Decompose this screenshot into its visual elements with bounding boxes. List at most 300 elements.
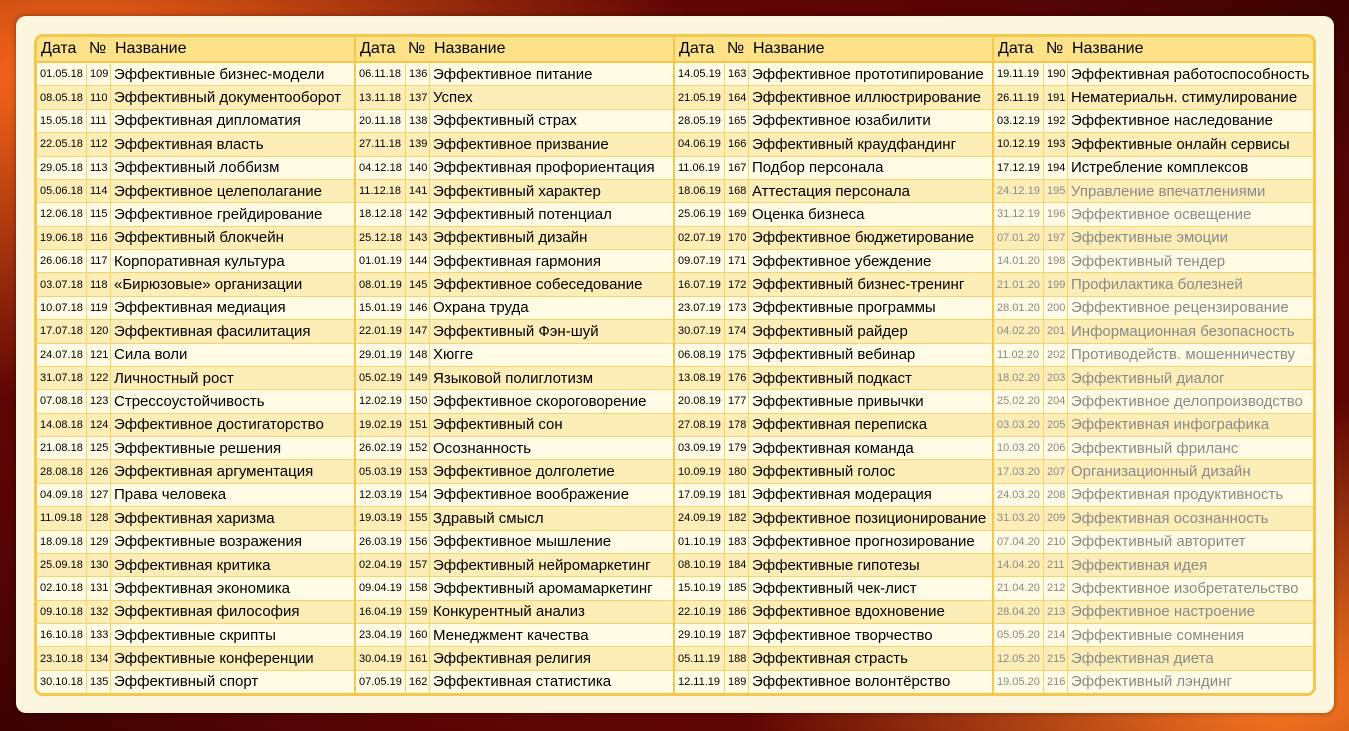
row-date: 13.11.18 [356,86,406,108]
row-number: 178 [725,414,749,436]
row-title: Эффективный авторитет [1071,533,1246,551]
row-date: 20.11.18 [356,110,406,132]
table-row [37,227,354,250]
row-date: 28.04.20 [994,601,1044,623]
row-number: 195 [1044,180,1068,202]
row-title: Эффективная критика [114,556,271,574]
row-number: 121 [87,344,111,366]
row-date: 07.04.20 [994,531,1044,553]
row-title: Эффективное целеполагание [114,182,322,200]
table-row [675,577,992,600]
row-number: 210 [1044,531,1068,553]
row-title: Успех [433,89,473,107]
table-row [675,601,992,624]
table-row [37,367,354,390]
row-date: 19.06.18 [37,227,87,249]
row-number: 140 [406,157,430,179]
row-date: 26.03.19 [356,531,406,553]
table-row [994,554,1313,577]
row-title: Эффективная аргументация [114,463,314,481]
row-date: 15.10.19 [675,577,725,599]
row-title: Эффективные возражения [114,533,303,551]
row-title: Эффективный лоббизм [114,159,280,177]
row-date: 19.03.19 [356,507,406,529]
row-date: 17.03.20 [994,460,1044,482]
row-number: 166 [725,133,749,155]
row-date: 16.04.19 [356,601,406,623]
table-row [356,180,673,203]
row-number: 185 [725,577,749,599]
row-title: Эффективное юзабилити [752,112,931,130]
table-row [994,601,1313,624]
table-row [356,157,673,180]
row-date: 03.03.20 [994,414,1044,436]
header-name: Название [434,40,506,57]
row-title: Управление впечатлениями [1071,182,1266,200]
table-row [994,250,1313,273]
row-number: 133 [87,624,111,646]
header-number: № [89,40,107,57]
schedule-column-2 [356,37,675,693]
table-row [356,110,673,133]
row-number: 212 [1044,577,1068,599]
row-date: 05.03.19 [356,460,406,482]
row-date: 14.08.18 [37,414,87,436]
row-title: Оценка бизнеса [752,205,865,223]
row-title: Эффективный чек-лист [752,579,917,597]
table-row [675,437,992,460]
rows [994,63,1313,693]
row-date: 31.12.19 [994,203,1044,225]
row-title: Эффективная переписка [752,416,928,434]
row-date: 03.07.18 [37,273,87,295]
row-number: 184 [725,554,749,576]
row-number: 115 [87,203,111,225]
table-row [675,320,992,343]
table-row [675,227,992,250]
row-date: 05.05.20 [994,624,1044,646]
row-date: 24.12.19 [994,180,1044,202]
row-title: Эффективная работоспособность [1071,65,1310,83]
row-date: 07.05.19 [356,671,406,693]
table-row [675,671,992,693]
row-date: 14.01.20 [994,250,1044,272]
row-date: 26.06.18 [37,250,87,272]
header-name: Название [1072,40,1144,57]
row-title: Эффективный Фэн-шуй [433,322,599,340]
row-date: 08.01.19 [356,273,406,295]
table-row [675,203,992,226]
table-row [37,507,354,530]
row-title: Эффективные гипотезы [752,556,920,574]
row-date: 19.11.19 [994,63,1044,85]
row-title: Эффективное питание [433,65,593,83]
row-number: 137 [406,86,430,108]
row-date: 09.10.18 [37,601,87,623]
row-date: 15.05.18 [37,110,87,132]
row-title: Эффективная харизма [114,509,275,527]
row-number: 190 [1044,63,1068,85]
row-number: 163 [725,63,749,85]
row-number: 196 [1044,203,1068,225]
row-title: Эффективный характер [433,182,601,200]
row-number: 165 [725,110,749,132]
row-number: 204 [1044,390,1068,412]
row-number: 189 [725,671,749,693]
table-row [356,63,673,86]
row-title: Подбор персонала [752,159,884,177]
row-title: Эффективная продуктивность [1071,486,1284,504]
table-row [994,344,1313,367]
row-date: 07.01.20 [994,227,1044,249]
row-number: 124 [87,414,111,436]
table-row [356,344,673,367]
table-row [675,647,992,670]
row-number: 211 [1044,554,1068,576]
row-title: «Бирюзовые» организации [114,276,303,294]
row-number: 169 [725,203,749,225]
row-title: Эффективное наследование [1071,112,1274,130]
row-title: Эффективные программы [752,299,936,317]
row-date: 04.12.18 [356,157,406,179]
row-title: Эффективная модерация [752,486,932,504]
row-date: 25.06.19 [675,203,725,225]
row-title: Эффективное изобретательство [1071,579,1299,597]
rows [356,63,673,693]
row-number: 160 [406,624,430,646]
row-title: Эффективные онлайн сервисы [1071,135,1290,153]
row-number: 177 [725,390,749,412]
table-row [675,157,992,180]
table-row [994,507,1313,530]
row-title: Эффективный блокчейн [114,229,284,247]
table-row [675,390,992,413]
row-number: 193 [1044,133,1068,155]
row-date: 23.04.19 [356,624,406,646]
row-number: 201 [1044,320,1068,342]
row-number: 110 [87,86,111,108]
row-date: 05.11.19 [675,647,725,669]
schedule-panel [16,16,1334,713]
row-title: Эффективное достигаторство [114,416,324,434]
header-date: Дата [360,40,396,57]
row-number: 145 [406,273,430,295]
table-row [37,180,354,203]
row-date: 30.07.19 [675,320,725,342]
row-number: 192 [1044,110,1068,132]
header-date: Дата [998,40,1034,57]
table-row [37,63,354,86]
table-row [37,414,354,437]
row-title: Истребление комплексов [1071,159,1249,177]
schedule-grid [37,37,1313,693]
table-row [994,180,1313,203]
table-row [994,390,1313,413]
row-date: 24.09.19 [675,507,725,529]
row-date: 08.05.18 [37,86,87,108]
row-title: Эффективная философия [114,603,300,621]
table-row [37,484,354,507]
row-number: 176 [725,367,749,389]
table-row [356,671,673,693]
row-date: 22.01.19 [356,320,406,342]
row-date: 11.06.19 [675,157,725,179]
row-title: Эффективный дизайн [433,229,588,247]
row-date: 19.05.20 [994,671,1044,693]
row-title: Эффективный потенциал [433,205,612,223]
table-row [994,157,1313,180]
row-date: 18.09.18 [37,531,87,553]
row-number: 181 [725,484,749,506]
row-date: 29.01.19 [356,344,406,366]
row-title: Эффективная власть [114,135,264,153]
row-number: 125 [87,437,111,459]
row-date: 21.08.18 [37,437,87,459]
row-title: Эффективное воображение [433,486,630,504]
row-date: 29.05.18 [37,157,87,179]
row-number: 141 [406,180,430,202]
row-number: 113 [87,157,111,179]
row-title: Эффективные привычки [752,392,924,410]
table-row [675,414,992,437]
row-title: Эффективная дипломатия [114,112,301,130]
row-title: Эффективный голос [752,463,896,481]
row-date: 28.08.18 [37,460,87,482]
table-row [37,554,354,577]
table-row [356,133,673,156]
row-title: Эффективный нейромаркетинг [433,556,651,574]
table-row [675,86,992,109]
row-date: 18.06.19 [675,180,725,202]
row-number: 214 [1044,624,1068,646]
row-title: Эффективное настроение [1071,603,1255,621]
row-title: Эффективное призвание [433,135,609,153]
row-title: Нематериальн. стимулирование [1071,89,1298,107]
schedule-column-3 [675,37,994,693]
row-title: Эффективные скрипты [114,626,276,644]
row-title: Эффективная фасилитация [114,322,311,340]
column-header [994,37,1313,63]
row-title: Эффективная идея [1071,556,1208,574]
row-date: 17.07.18 [37,320,87,342]
row-date: 20.08.19 [675,390,725,412]
row-date: 06.08.19 [675,344,725,366]
row-title: Эффективное волонтёрство [752,673,951,691]
row-title: Сила воли [114,346,188,364]
table-row [356,437,673,460]
row-number: 147 [406,320,430,342]
row-title: Эффективное прогнозирование [752,533,975,551]
table-row [356,320,673,343]
table-row [994,320,1313,343]
row-title: Эффективное позиционирование [752,509,987,527]
row-number: 142 [406,203,430,225]
table-row [356,250,673,273]
table-row [675,297,992,320]
rows [675,63,992,693]
table-row [994,227,1313,250]
table-row [37,577,354,600]
table-row [675,460,992,483]
row-title: Эффективное скороговорение [433,392,647,410]
table-row [356,367,673,390]
row-title: Противодейств. мошенничеству [1071,346,1295,364]
row-title: Здравый смысл [433,509,544,527]
row-number: 157 [406,554,430,576]
row-number: 112 [87,133,111,155]
row-title: Корпоративная культура [114,252,285,270]
row-title: Эффективные бизнес-модели [114,65,325,83]
row-title: Эффективное иллюстрирование [752,89,981,107]
table-row [994,86,1313,109]
row-number: 197 [1044,227,1068,249]
row-date: 01.01.19 [356,250,406,272]
row-title: Эффективное делопроизводство [1071,392,1303,410]
row-title: Эффективные эмоции [1071,229,1228,247]
header-name: Название [753,40,825,57]
row-date: 04.09.18 [37,484,87,506]
row-date: 14.05.19 [675,63,725,85]
row-date: 07.08.18 [37,390,87,412]
table-row [994,273,1313,296]
row-number: 152 [406,437,430,459]
table-row [37,110,354,133]
row-number: 179 [725,437,749,459]
row-title: Эффективное мышление [433,533,612,551]
row-title: Эффективный сон [433,416,563,434]
row-date: 19.02.19 [356,414,406,436]
row-date: 17.09.19 [675,484,725,506]
table-row [37,460,354,483]
row-date: 04.06.19 [675,133,725,155]
row-number: 167 [725,157,749,179]
row-number: 203 [1044,367,1068,389]
table-row [37,133,354,156]
row-title: Эффективная осознанность [1071,509,1269,527]
row-number: 173 [725,297,749,319]
row-title: Эффективный диалог [1071,369,1225,387]
row-title: Эффективный страх [433,112,577,130]
table-row [994,414,1313,437]
table-row [675,367,992,390]
row-date: 18.12.18 [356,203,406,225]
row-date: 11.02.20 [994,344,1044,366]
row-number: 111 [87,110,111,132]
table-row [356,273,673,296]
table-row [675,273,992,296]
row-date: 09.07.19 [675,250,725,272]
row-date: 10.09.19 [675,460,725,482]
table-row [356,86,673,109]
row-number: 188 [725,647,749,669]
row-number: 144 [406,250,430,272]
row-title: Эффективный райдер [752,322,908,340]
table-row [37,203,354,226]
table-row [37,601,354,624]
row-date: 11.09.18 [37,507,87,529]
rows [37,63,354,693]
row-date: 13.08.19 [675,367,725,389]
row-date: 31.07.18 [37,367,87,389]
header-number: № [1046,40,1064,57]
row-date: 21.01.20 [994,273,1044,295]
table-row [37,531,354,554]
row-number: 170 [725,227,749,249]
row-date: 15.01.19 [356,297,406,319]
row-date: 27.11.18 [356,133,406,155]
row-date: 29.10.19 [675,624,725,646]
row-title: Эффективное долголетие [433,463,615,481]
row-date: 02.07.19 [675,227,725,249]
row-number: 159 [406,601,430,623]
row-number: 129 [87,531,111,553]
schedule-column-4 [994,37,1313,693]
row-number: 205 [1044,414,1068,436]
table-row [675,507,992,530]
row-date: 30.10.18 [37,671,87,693]
row-title: Информационная безопасность [1071,322,1295,340]
row-date: 23.07.19 [675,297,725,319]
row-title: Права человека [114,486,227,504]
row-date: 03.09.19 [675,437,725,459]
row-title: Менеджмент качества [433,626,589,644]
table-row [356,297,673,320]
table-row [675,484,992,507]
row-title: Эффективная диета [1071,650,1214,668]
row-number: 134 [87,647,111,669]
row-number: 132 [87,601,111,623]
table-row [37,273,354,296]
table-row [994,110,1313,133]
row-title: Стрессоустойчивость [114,392,265,410]
row-title: Эффективное прототипирование [752,65,984,83]
table-row [675,531,992,554]
table-row [356,577,673,600]
row-number: 118 [87,273,111,295]
row-date: 28.01.20 [994,297,1044,319]
row-number: 150 [406,390,430,412]
row-number: 194 [1044,157,1068,179]
schedule-column-1 [37,37,356,693]
row-number: 161 [406,647,430,669]
column-header [356,37,673,63]
table-row [675,110,992,133]
row-number: 158 [406,577,430,599]
table-row [994,531,1313,554]
row-title: Эффективная гармония [433,252,601,270]
row-title: Эффективные решения [114,439,282,457]
row-number: 168 [725,180,749,202]
row-date: 12.11.19 [675,671,725,693]
row-number: 123 [87,390,111,412]
row-number: 128 [87,507,111,529]
row-number: 207 [1044,460,1068,482]
row-number: 200 [1044,297,1068,319]
table-row [37,157,354,180]
row-date: 14.04.20 [994,554,1044,576]
table-row [356,484,673,507]
row-title: Хюгге [433,346,474,364]
row-number: 130 [87,554,111,576]
header-name: Название [115,40,187,57]
row-title: Эффективная экономика [114,579,290,597]
row-title: Эффективный аромамаркетинг [433,579,653,597]
row-number: 155 [406,507,430,529]
row-date: 02.10.18 [37,577,87,599]
table-row [37,624,354,647]
table-row [37,250,354,273]
row-title: Эффективная религия [433,650,591,668]
